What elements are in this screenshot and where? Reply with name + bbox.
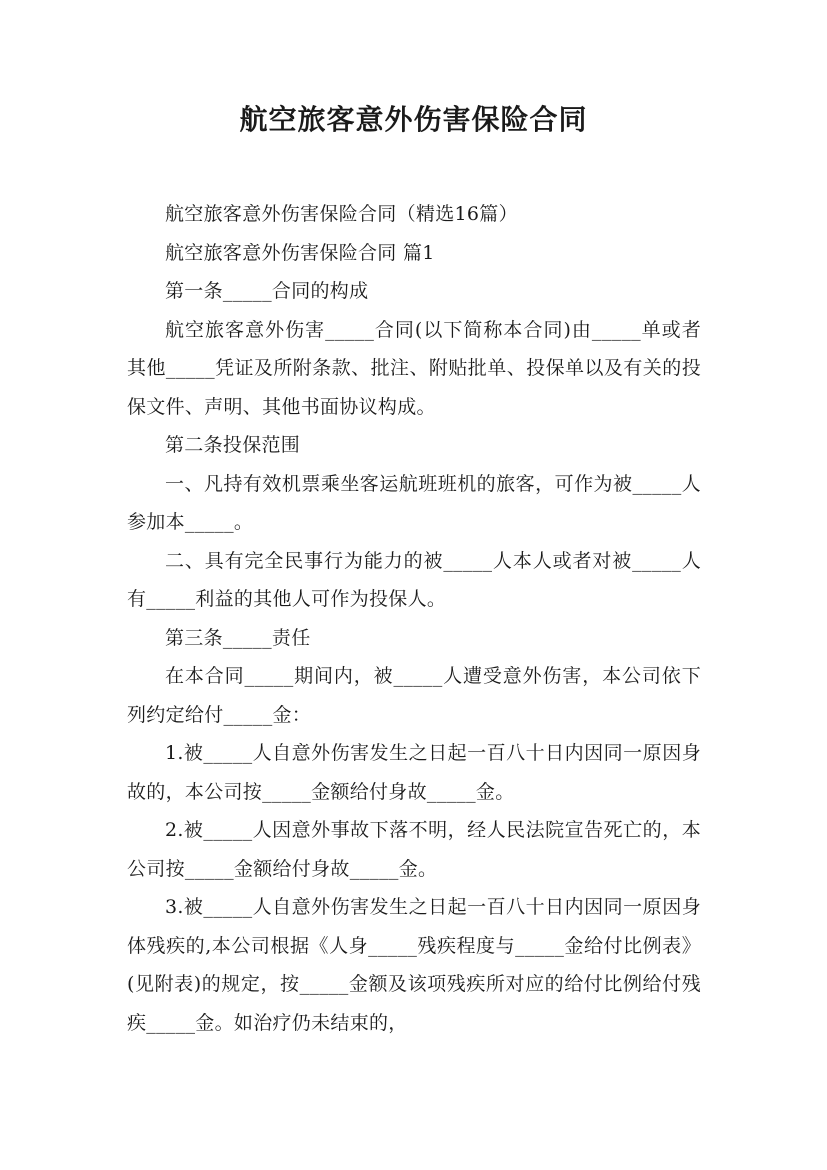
- paragraph-article-1-heading: 第一条_____合同的构成: [165, 280, 369, 302]
- paragraph: 在本合同_____期间内，被_____人遭受意外伤害，本公司依下列约定给付_____金：: [127, 665, 701, 726]
- paragraph: 航空旅客意外伤害_____合同(以下简称本合同)由_____单或者其他_____凭证及所附条款、批注、附贴批单、投保单以及有关的投保文件、声明、其他书面协议构成。: [127, 318, 701, 418]
- paragraph-subtitle: 航空旅客意外伤害保险合同（精选16篇）: [165, 203, 518, 225]
- paragraph-section-heading: 航空旅客意外伤害保险合同 篇1: [165, 241, 435, 264]
- paragraph-item-2: 2.被_____人因意外事故下落不明，经人民法院宣告死亡的，本公司按_____金额给付身故_____金。: [127, 819, 701, 880]
- paragraph-item-3: 3.被_____人自意外伤害发生之日起一百八十日内因同一原因身体残疾的,本公司根据《人身_____残疾程度与_____金给付比例表》(见附表)的规定，按_____金额及该项残疾所对应的给付比例给付残疾_____金。如治疗仍未结束的，: [127, 896, 701, 1034]
- paragraph-article-2-heading: 第二条投保范围: [165, 434, 301, 456]
- paragraph: 二、具有完全民事行为能力的被_____人本人或者对被_____人有_____利益的其他人可作为投保人。: [127, 549, 701, 610]
- paragraph-item-1: 1.被_____人自意外伤害发生之日起一百八十日内因同一原因身故的，本公司按_____金额给付身故_____金。: [127, 742, 701, 803]
- document-body: [127, 195, 701, 1042]
- document-title: 航空旅客意外伤害保险合同: [239, 103, 588, 136]
- paragraph-article-3-heading: 第三条_____责任: [165, 626, 311, 649]
- paragraph: 一、凡持有效机票乘坐客运航班班机的旅客，可作为被_____人参加本_____。: [127, 472, 701, 533]
